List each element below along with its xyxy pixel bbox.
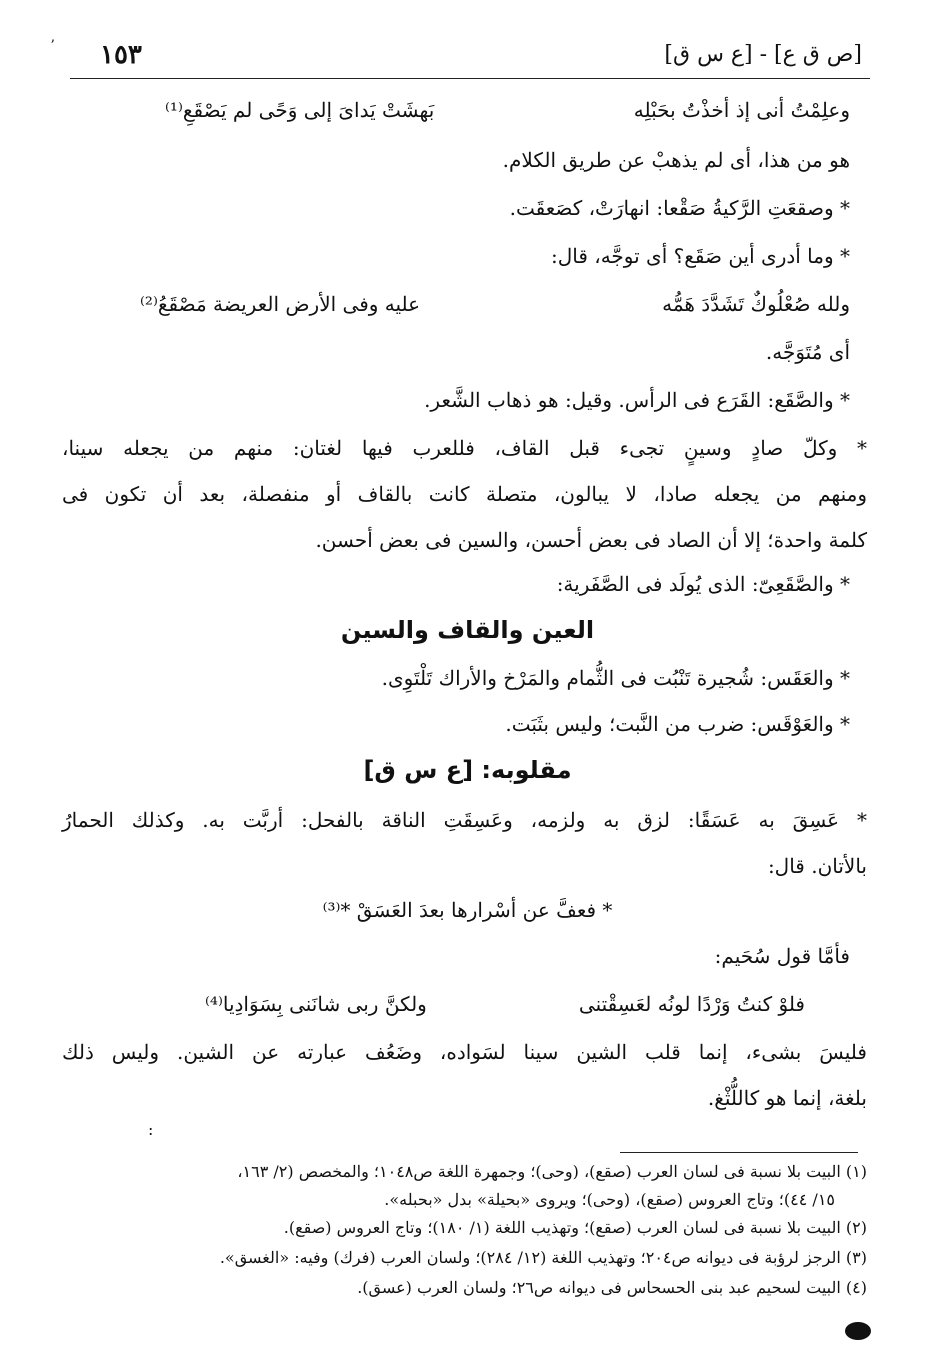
verse-2-second-hemistich: عليه وفى الأرض العريضة مَصْقَعُ⁽²⁾ [140,292,421,316]
page-ornament [845,1322,871,1340]
verse-1-second-hemistich: بَهشَتْ يَداىَ إلى وَحًى لم يَصْقَعِ⁽¹⁾ [165,98,435,122]
verse-2-first-hemistich: ولله صُعْلُوكٌ تَشَدَّدَ هَمُّه [662,292,850,316]
margin-mark: ʼ [50,38,55,54]
page-number: ١٥٣ [100,40,142,70]
verse-4-second-hemistich: ولكنَّ ربى شانَنى بِسَوَادِيا⁽⁴⁾ [205,992,427,1016]
verse-3-rajaz: * فعفَّ عن أسْرارها بعدَ العَسَقْ *⁽³⁾ [322,898,613,922]
text-line: هو من هذا، أى لم يذهبْ عن طريق الكلام. [502,148,850,172]
paragraph-line: * وكلّ صادٍ وسينٍ تجىء قبل القاف، فللعرب فيها لغتان: منهم من يجعله سينا، [62,436,867,460]
paragraph-line: بلغة، إنما هو كاللُّثْغ. [707,1086,867,1110]
footnote-2: (٢) البيت بلا نسبة فى لسان العرب (صقع)؛ وتهذيب اللغة (١/ ١٨٠)؛ وتاج العروس (صقع). [283,1218,867,1237]
footnote-rule [620,1152,858,1153]
paragraph-line: كلمة واحدة؛ إلا أن الصاد فى بعض أحسن، والسين فى بعض أحسن. [315,528,867,552]
speck-mark: : [148,1120,154,1139]
text-line: * والعَوْقَس: ضرب من النَّبت؛ وليس بثَبَت. [505,712,850,736]
paragraph-line: ومنهم من يجعله صادا، لا يبالون، متصلة كانت بالقاف أو منفصلة، بعد أن تكون فى [62,482,867,506]
paragraph-line: * عَسِقَ به عَسَقًا: لزق به ولزمه، وعَسِقَتِ الناقة بالفحل: أربَّت به. وكذلك الحمارُ [62,808,867,832]
text-line: * والعَقَس: شُجيرة تَنْبُت فى الثُّمام والمَرْخ والأراك تَلْتَوِى. [381,666,850,690]
text-line: * والصَّقَعِىّ: الذى يُولَد فى الصَّفَرية: [556,572,850,596]
footnote-4: (٤) البيت لسحيم عبد بنى الحسحاس فى ديوانه ص٢٦؛ ولسان العرب (عسق). [357,1278,867,1297]
section-subheading: مقلوبه: [ع س ق] [363,756,572,784]
verse-1-first-hemistich: وعلِمْتُ أنى إذ أخذْتُ بحَبْلِه [633,98,850,122]
paragraph-line: فليسَ بشىء، إنما قلب الشين سينا لسَواده، وضَعُف عبارته عن الشين. وليس ذلك [62,1040,867,1064]
page-header [70,38,870,79]
text-line: * وصقعَتِ الرَّكيةُ صَقْعا: انهارَتْ، كصَعقَت. [509,196,850,220]
text-line: * والصَّقَع: القَرَع فى الرأس. وقيل: هو ذهاب الشَّعر. [424,388,850,412]
paragraph-line: بالأتان. قال: [767,854,867,878]
footnote-1-line-1: (١) البيت بلا نسبة فى لسان العرب (صقع)، (وحى)؛ وجمهرة اللغة ص١٠٤٨؛ والمخصص (٢/ ١٦٣، [237,1162,867,1181]
footnote-1-line-2: ١٥/ ٤٤)؛ وتاج العروس (صقع)، (وحى)؛ ويروى «بحيلة» بدل «بحبله». [384,1190,835,1209]
section-heading: العين والقاف والسين [340,616,595,644]
running-head: [ص ق ع] - [ع س ق] [664,42,862,67]
text-line: * وما أدرى أين صَقَع؟ أى توجَّه، قال: [550,244,850,268]
footnote-3: (٣) الرجز لرؤبة فى ديوانه ص٢٠٤؛ وتهذيب اللغة (١٢/ ٢٨٤)؛ ولسان العرب (فرك) وفيه: «الغسق». [219,1248,867,1267]
verse-4-first-hemistich: فلوْ كنتُ وَرْدًا لونُه لعَسِقْتنى [578,992,805,1016]
text-line: فأمَّا قول سُحَيم: [714,944,850,968]
text-line: أى مُتَوَجَّه. [765,340,850,364]
